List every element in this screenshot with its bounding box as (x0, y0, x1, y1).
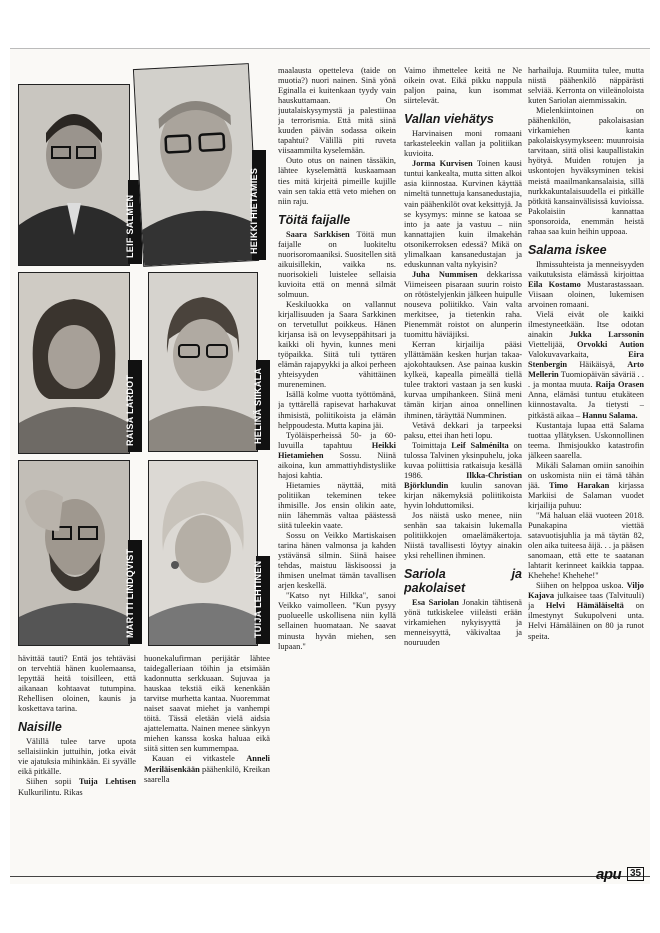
paragraph: huonekalufirman perijätär lähtee taidegalleriaan töihin ja etsimään kadonnutta serkkuaan. Sujuvaa ja hauskaa tekstiä eikä kenenkään tarvitse murhetta kantaa. Nuoremmat naiset saavat miehet ja vanhempi töitä. Tässä eletään vielä aidsia ajattelematta. Nainen menee sänkyyn miehen kanssa koska haluaa eikä siitä sitten sen kummempaa. (144, 654, 270, 754)
paragraph: Kerran kirjailija pääsi yllättämään kesken hurjan takaa-ajokohtauksen. Ase painaa kuskin kylkeä, kapealla pimeällä tiellä tulee traktori vastaan ja sen kuski kurvaa umpihankeen. Siinä meni tämän kirjan ainoa onnellinen ihminen, täräyttää Numminen. (404, 340, 522, 420)
column-e (528, 66, 644, 866)
photo-leif-salmen (18, 84, 130, 266)
paragraph: Harvinaisen moni romaani tarkasteleekin vallan ja politiikan kuvioita. (404, 129, 522, 159)
caption-bar (253, 360, 270, 450)
paragraph: maalausta opetteleva (taide on muotia?) nuori nainen. Sinä yönä Eginalla ei kuitenkaan tyydy vain hauskuttamaan. On juutalaiskysymystä ja palestiinaa ja terrorismia. Että mitä siinä kuuden päivän sodassa oikein tapahtui? Välillä piti ruveta viisaammilta kyselemään. (278, 66, 396, 156)
paragraph: Outo otus on nainen tässäkin, lähtee kyselemättä kuskaamaan ties mitä kirjeitä pimeille kujille vain sen takia että veto miehen on niin raju. (278, 156, 396, 206)
paragraph: Siihen sopii Tuija Lehtisen Kulkurilintu. Rikas (18, 777, 136, 797)
paragraph: Sossu on Veikko Martiskaisen tarina hänen valmonsa ja kahden ystävänsä silmin. Siinä haisee tehdas, maistuu läskisoossi ja ihmisen unelmat tämän tavallisen arjen keskellä. (278, 531, 396, 591)
section-heading: Salama iskee (528, 242, 607, 257)
paragraph: Vielä eivät ole kaikki ilmestyneetkään. Itse odotan ainakin Jukka Larssonin Viettelijää, Orvokki Aution Valokuvavarkaita, Eira Stenbergin Häikäisyä, Arto Mellerin Tuomiopäivän säväriä . . . ja montaa muuta. Raija Orasen Anna, elämäsi tuntuu etukäteen kiinnostavalta. Ja tietysti – pitkästä aikaa – Hannu Salama. (528, 310, 644, 420)
paragraph: Jos näistä usko menee, niin senhän saa takaisin lukemalla politiikkojen omaelämäkertoja. Niistä tavallisesti löytyy ainakin yksi rehellinen ihminen. (404, 510, 522, 561)
section-heading: Naisille (18, 720, 62, 735)
paragraph: Mikäli Salaman omiin sanoihin on uskomista niin ei tämä tähän jää. Timo Harakan kirjassa Markiisi de Salaman vuodet kirjailija puhuu: (528, 460, 644, 510)
photo-tuija-lehtinen (148, 460, 258, 646)
page-number: 35 (627, 867, 644, 881)
photo-caption: MARTTI LINDQVIST (125, 548, 135, 638)
paragraph: Toimittaja Leif Salménilta on tulossa Talvinen yksinpuhelu, joka kuvaa poliittisia ratkaisuja kesällä 1986. Ilkka-Christian Björklundin kuulin sanovan kirjan näkemyksiä poliitikoista hyvin lohduttomiksi. (404, 440, 522, 510)
photo-helina-siikala (148, 272, 258, 452)
paragraph: Vetävä dekkari ja tarpeeksi paksu, ettei ihan heti lopu. (404, 420, 522, 440)
photo-caption: TUIJA LEHTINEN (253, 560, 263, 638)
paragraph: "Mä haluan elää vuoteen 2018. Punakapina viettää satavuotisjuhlia ja mä täytän 82, olen aika tuiteesa äijä. . . ja pääsen sanomaan, että ette te saatanan lahtarit kerinneet kaikkia tappaa. Khehehe! Khehehe!" (528, 510, 644, 581)
section-heading: Vallan viehätys (404, 112, 494, 127)
paragraph: Isällä kolme vuotta työttömänä, ja tyttärellä rapisevat harhakuvat ihmisistä, poliitikoista ja elämän helppoudesta. Mutta kapina jäi. (278, 390, 396, 430)
paragraph: "Katso nyt Hilkka", sanoi Veikko vaimolleen. "Kun pysyy puolueelle uskollisena niin kyllä sellainen huomataan. Ne saavat minusta hyvän miehen, sen lupaan." (278, 591, 396, 651)
paragraph: Kustantaja lupaa että Salama tuottaa yllätyksen. Uskonnollinen teema. Ihmisjoukko katastrofin jälkeen saarella. (528, 420, 644, 460)
photo-caption: HEIKKI HIETAMIES (249, 167, 259, 254)
paragraph: Siihen on helppoa uskoa. Viljo Kajava julkaisee taas (Talvituuli) ja Helvi Hämäläiseltä on ilmestynyt Sukupolveni unta. Helvi Hämäläinen on 80 ja runot speita. (528, 581, 644, 641)
column-c (278, 66, 396, 876)
photo-caption: LEIF SALMEN (125, 194, 135, 258)
column-d (404, 66, 522, 876)
paragraph: hävittää tauti? Entä jos tehtäväsi on tervehtiä hänen kuolemaansa, lepyttää heitä toisilleen, että aikanaan kohtaavat tutumpina. Rehellisen oloinen, kaunis ja koskettava tarina. (18, 654, 136, 714)
photo-heikki-hietamies (133, 63, 259, 267)
photo-caption: HELINÄ SIIKALA (253, 367, 263, 444)
paragraph: Keskiluokka on vallannut kirjallisuuden ja Saara Sarkkinen on tervetullut poikkeus. Hänen kirjansa isä on levyseppähitsari ja kaikki oli hyvin, kunnes meni työpaikka. Siitä tuli tyttären elämän rajapyykki ja alkoi perheen yhteisyyden vähittäinen mureneminen. (278, 299, 396, 390)
section-heading: Töitä faijalle (278, 212, 351, 227)
paragraph: Juha Nummisen dekkarissa Viimeiseen pisaraan suurin roisto on rötöstelyjenkin jälkeen huipulle nouseva poliitikko. Vain valta merkitsee, ja tietenkin raha. Pienemmät roistot on alunperin tuomittu häviäjiksi. (404, 269, 522, 340)
paragraph: Saara Sarkkisen Töitä mun faijalle on luokiteltu nuorisoromaaniksi. Suositellen sitä aikuisillekin, vaikka ns. nuorisokieli luistelee sellaisia kuvioita että on mennä silmät solmuun. (278, 229, 396, 299)
paragraph: Työläisperheissä 50- ja 60-luvuilla tapahtuu Heikki Hietamiehen Sossu. Niinä aikoina, kun ammattiyhdistysliike hajosi kahtia. (278, 430, 396, 480)
section-heading: Sariola ja pakolaiset (404, 567, 522, 596)
paragraph: Esa Sariolan Jonakin tähtisenä yönä tutkiskelee viileästi erään virkamiehen nykyisyyttä ja menneisyyttä, väkivaltaa ja nouruuden (404, 598, 522, 648)
footer-rule (10, 876, 650, 877)
photo-raisa-lardot (18, 272, 130, 454)
column-b (144, 654, 270, 876)
portrait-woman-icon (19, 273, 129, 453)
paragraph: Hietamies näyttää, mitä politiikan tekeminen tekee ihmisille. Jos ensin olikin aate, niin lähemmäs valtaa päästessä siitä tuleekin vaate. (278, 480, 396, 531)
photo-martti-lindqvist (18, 460, 130, 646)
paragraph: Kauan ei vitkastele Anneli Meriläisenkään päähenkilö, Kreikan saarella (144, 754, 270, 784)
portrait-man-glasses-icon (19, 85, 129, 265)
paragraph: harhailuja. Ruumiita tulee, mutta niistä päähenkilö näppärästi selviää. Kerronta on viileänoloista kuten Sariolan aiemmissakin. (528, 66, 644, 106)
portrait-woman-icon (149, 461, 257, 645)
paragraph: Vaimo ihmettelee keitä ne Ne oikein ovat. Eikä pikku nappula paljon paina, kun isommat siirtelevät. (404, 66, 522, 106)
paragraph: Ihmissuhteista ja menneisyyden vaikutuksista elämässä kirjoittaa Eila Kostamo Mustarastassaan. Viisaan oloinen, lukemisen arvoinen romaani. (528, 259, 644, 309)
caption-bar (125, 540, 142, 644)
paragraph: Mielenkiintoinen on päähenkilön, pakolaisasian virkamiehen kanta pakolaiskysymykseen: muunroisia tarvitaan, siitä olisi kaupallistakin hyötyä. Muiden rotujen ja uskontojen hyväksyminen tekisi meistä maailmankansalaisia, sillä nurkkakuntalaisuudella ei pitkälle pötkitä kansainvälisissä kuvioissa. Pakolaisiin kannattaa sponsoroida, enemmän heistä rahaa saa kuin heihin uppoaa. (528, 106, 644, 236)
portrait-man-beard-icon (19, 461, 129, 645)
paragraph: Välillä tulee tarve upota sellaisiinkin juttuihin, jotka eivät vie ajatuksia mihinkään. Ei syvälle eikä pitkälle. (18, 737, 136, 777)
caption-bar (249, 150, 266, 260)
caption-bar (253, 556, 270, 644)
paragraph: Jorma Kurvisen Toinen kausi tuntui kankealta, mutta sitten alkoi asia kiinnostaa. Kurvinen käyttää nimeltä tunnettuja kansanedustajia, vain päähenkilöt ovat keksittyjä. Ja se kysymys: minne se katoaa se into ja aate ja vastuu – niin kannattajien kuin ilmakehän otsonikerroksen edessä? Mikä on ylimalkaan kansanedustajan ja eduskunnan valta nykyisin? (404, 159, 522, 269)
portrait-woman-glasses-icon (149, 273, 257, 451)
photo-caption: RAISA LARDOT (125, 374, 135, 446)
magazine-logo: apu (596, 866, 622, 883)
caption-bar (125, 360, 142, 452)
column-a (18, 654, 136, 876)
portrait-man-glasses-icon (134, 64, 258, 266)
